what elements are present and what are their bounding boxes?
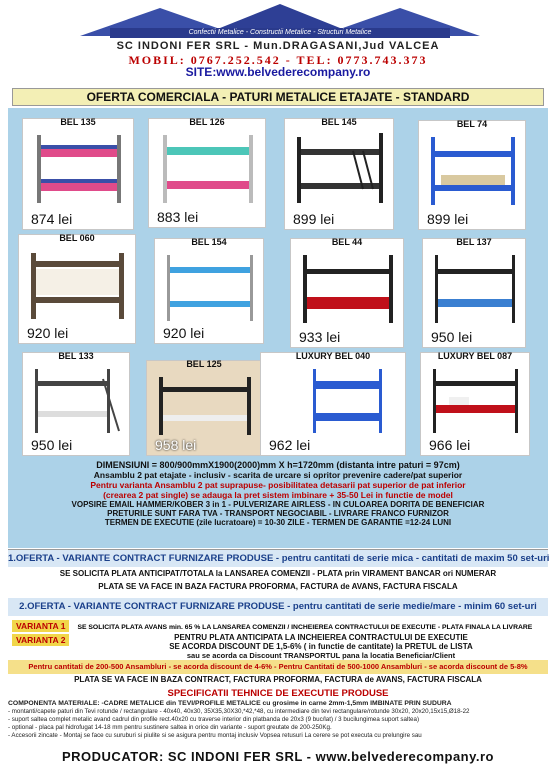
page-header xyxy=(0,0,556,84)
product-name: BEL 135 xyxy=(60,117,96,127)
product-card[interactable] xyxy=(22,352,130,456)
materials-line: - Accesorii zincate - Montaj se face cu suruburi si piulite si se asigura pentru montaj inclusiv Vopsea retusuri La cerere se pot executa cu prelungire sau xyxy=(8,732,422,739)
bunk-bed-icon xyxy=(163,251,257,323)
product-price: 950 lei xyxy=(31,437,73,453)
product-card[interactable] xyxy=(420,352,530,456)
product-name: BEL 145 xyxy=(321,117,357,127)
bunk-bed-icon xyxy=(427,133,519,207)
materials-line: - suport saltea complet metalic avand cadrul din profile rect.40x20 cu traverse interior din platbanda de 20x3 (9 buc/lat) / 3 bucilungimea suport saltea) xyxy=(8,716,420,723)
bunk-bed-icon xyxy=(431,251,519,325)
product-name: BEL 154 xyxy=(191,237,227,247)
variant1-tag: VARIANTA 1 xyxy=(12,620,69,632)
payment-terms: PLATA SE VA FACE IN BAZA CONTRACT, FACTURA PROFORMA, FACTURA de AVANS, FACTURA FISCALA xyxy=(74,675,482,684)
bunk-bed-icon xyxy=(269,365,399,435)
product-name: BEL 137 xyxy=(456,237,492,247)
product-card[interactable] xyxy=(418,120,526,230)
product-price: 920 lei xyxy=(27,325,69,341)
company-website: SITE:www.belvederecompany.ro xyxy=(185,65,371,79)
product-grid xyxy=(8,108,548,458)
assembly-text: Ansamblu 2 pat etajate - inclusiv - scarita de urcare si opritor prevenire cadere/pat superior xyxy=(93,470,463,480)
offer1-header xyxy=(8,549,548,567)
product-name: BEL 44 xyxy=(331,237,363,247)
offer1-title: 1.OFERTA - VARIANTE CONTRACT FURNIZARE PRODUSE - pentru cantitati de serie mica - cantitati de maxim 50 set-uri xyxy=(8,553,550,564)
materials-line: COMPONENTA MATERIALE: -CADRE METALICE din TEVI/PROFILE METALICE cu grosime in carne 2mm-1,5mm IMBINATE PRIN SUDURA xyxy=(8,700,452,707)
spec-title: SPECIFICATII TEHNICE DE EXECUTIE PRODUSE xyxy=(167,688,389,699)
bunk-bed-icon xyxy=(31,365,123,435)
offer1-line2: PLATA SE VA FACE IN BAZA FACTURA PROFORMA, FACTURA de AVANS, FACTURA FISCALA xyxy=(98,582,458,591)
product-card[interactable] xyxy=(284,118,394,230)
product-card[interactable] xyxy=(260,352,406,456)
product-name: BEL 126 xyxy=(189,117,225,127)
offer2-header xyxy=(8,598,548,616)
variant-text-a: Pentru varianta Ansamblu 2 pat suprapuse- posibilitatea detasarii pat superior de pat inferior xyxy=(90,480,466,490)
materials-list xyxy=(8,700,548,748)
footer-producer: PRODUCATOR: SC INDONI FER SRL - www.belvederecompany.ro xyxy=(61,749,494,764)
time-text: TERMEN DE EXECUTIE (zile lucratoare) = 10-30 ZILE - TERMEN DE GARANTIE =12-24 LUNI xyxy=(104,518,452,527)
product-name: BEL 74 xyxy=(456,119,488,129)
product-card[interactable] xyxy=(148,118,266,228)
discount-bar: Pentru cantitati de 200-500 Ansambluri - se acorda discount de 4-6% - Pentru Cantitati de 500-1000 Ansambluri - se acorda discount de 5-8% xyxy=(8,660,548,674)
product-card[interactable] xyxy=(422,238,526,348)
paint-text: VOPSIRE EMAIL HAMMER/KOBER 3 in 1 - PULVERIZARE AIRLESS - IN CULOAREA DORITA DE BENEFICIAR xyxy=(71,500,485,509)
product-name: BEL 133 xyxy=(58,351,94,361)
product-price: 920 lei xyxy=(163,325,205,341)
bunk-bed-icon xyxy=(155,373,255,437)
product-price: 958 lei xyxy=(155,437,197,453)
bunk-bed-icon xyxy=(27,247,129,321)
bunk-bed-icon xyxy=(293,131,387,205)
product-price: 874 lei xyxy=(31,211,73,227)
product-name: BEL 125 xyxy=(186,359,222,369)
terms-text: PRETURILE SUNT FARA TVA - TRANSPORT NEGOCIABIL - LIVRARE FRANCO FURNIZOR xyxy=(107,509,449,518)
product-card[interactable] xyxy=(146,360,262,456)
product-price: 933 lei xyxy=(299,329,341,345)
offer2-title: 2.OFERTA - VARIANTE CONTRACT FURNIZARE PRODUSE - pentru cantitati de serie medie/mare - minim 60 set-uri xyxy=(19,601,537,612)
offer1-body xyxy=(8,567,548,595)
offer-title: OFERTA COMERCIALA - PATURI METALICE ETAJATE - STANDARD xyxy=(12,88,544,106)
product-card[interactable] xyxy=(22,118,134,230)
product-name: LUXURY BEL 087 xyxy=(437,351,513,361)
variant-text-b: (crearea 2 pat single) se adauga la pret sistem imbinare + 35-50 Lei in functie de model xyxy=(103,490,453,500)
product-price: 899 lei xyxy=(293,211,335,227)
variant1-row xyxy=(12,620,532,632)
product-name: LUXURY BEL 040 xyxy=(295,351,371,361)
product-price: 966 lei xyxy=(429,437,471,453)
materials-line: - optional - placa pal hidrofugat 14-18 mm pentru sustinere saltea in orice din variante - suport greutate de 200-250Kg. xyxy=(8,724,332,731)
variant1-text: SE SOLICITA PLATA AVANS min. 65 % LA LANSAREA COMENZII / INCHEIEREA CONTRACTULUI DE EXECUTIE - PLATA FINALA LA LIVRARE xyxy=(77,624,533,631)
bunk-bed-icon xyxy=(157,131,259,205)
product-price: 883 lei xyxy=(157,209,199,225)
product-card[interactable] xyxy=(154,238,264,344)
variant2-row xyxy=(12,634,77,646)
header-subtitle: Confectii Metalice - Constructii Metalice - Structuri Metalice xyxy=(188,29,372,36)
variant2-tag: VARIANTA 2 xyxy=(12,634,69,646)
product-name: BEL 060 xyxy=(59,233,95,243)
product-price: 962 lei xyxy=(269,437,311,453)
bunk-bed-icon xyxy=(429,365,523,435)
company-phone: MOBIL: 0767.252.542 - TEL: 0773.743.373 xyxy=(128,53,428,67)
product-price: 899 lei xyxy=(427,211,469,227)
specifications-block xyxy=(8,458,548,548)
company-address: SC INDONI FER SRL - Mun.DRAGASANI,Jud VALCEA xyxy=(116,40,440,52)
variant2-text: PENTRU PLATA ANTICIPATA LA INCHEIEREA CONTRACTULUI DE EXECUTIE SE ACORDA DISCOUNT DE 1,5-6% ( in functie de cantitate) la PRETUL de LISTA sau se acorda ca Discount TRANSPORTUL pana la locatia Beneficiar/Client xyxy=(169,633,473,660)
product-price: 950 lei xyxy=(431,329,473,345)
materials-line: - montanti/capete paturi din Tevi rotunde / rectangulare - 40x40, 40x30, 35X35,30X30,*42,*48, cu intermediare din tevi rectangulare/rotunde 30x20, 20x20,15x15,Ø18-22 xyxy=(8,708,470,715)
offer1-line1: SE SOLICITA PLATA ANTICIPAT/TOTALA la LANSAREA COMENZII - PLATA prin VIRAMENT BANCAR ori NUMERAR xyxy=(59,569,497,578)
product-card[interactable] xyxy=(290,238,404,348)
dimensions-text: DIMENSIUNI = 800/900mmX1900(2000)mm X h=1720mm (distanta intre paturi = 97cm) xyxy=(96,460,460,470)
product-card[interactable] xyxy=(18,234,136,344)
bunk-bed-icon xyxy=(299,251,397,325)
bunk-bed-icon xyxy=(31,131,127,205)
